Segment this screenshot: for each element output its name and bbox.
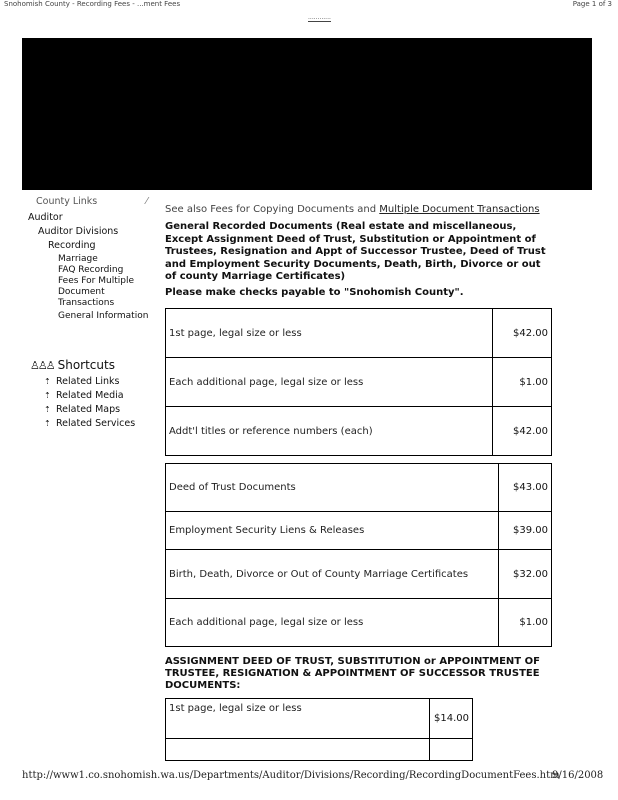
fee-amount: $42.00 xyxy=(493,407,552,456)
table-row xyxy=(166,407,552,456)
sidebar-item-divisions[interactable]: Auditor Divisions xyxy=(38,226,119,237)
fee-desc: 1st page, legal size or less xyxy=(166,699,430,739)
fee-amount: $32.00 xyxy=(499,550,552,599)
shortcuts-list xyxy=(44,376,135,432)
sidebar-item-auditor[interactable]: Auditor xyxy=(28,212,63,223)
arrow-up-icon: ⇡ xyxy=(44,405,51,414)
table-row xyxy=(166,309,552,358)
arrow-up-icon: ⇡ xyxy=(44,377,51,386)
fee-desc: Deed of Trust Documents xyxy=(166,464,499,512)
print-header-title: Snohomish County - Recording Fees - ...ment Fees xyxy=(4,0,181,8)
empty-cell xyxy=(430,739,473,761)
fee-desc: Birth, Death, Divorce or Out of County Marriage Certificates xyxy=(166,550,499,599)
fee-amount: $43.00 xyxy=(499,464,552,512)
fee-amount: $1.00 xyxy=(499,599,552,647)
fee-amount: $14.00 xyxy=(430,699,473,739)
fee-desc: Addt'l titles or reference numbers (each) xyxy=(166,407,493,456)
shortcut-related-maps[interactable]: ⇡ Related Maps xyxy=(44,404,121,415)
general-docs-heading: General Recorded Documents (Real estate and miscellaneous, Except Assignment Deed of Trust, Substitution or Appointment of Trustees, Resignation and Appt of Successor Trustee, Deed of Trust and Employment Security Documents, Death, Birth, Divorce or out of county Marriage Certificates) xyxy=(165,221,546,282)
sidebar-county-links[interactable]: County Links xyxy=(36,196,98,207)
sidebar-item-fees-multiple[interactable]: Fees For Multiple xyxy=(58,276,134,286)
sidebar-item-transactions[interactable]: Transactions xyxy=(58,298,115,308)
sidebar-item-marriage[interactable]: Marriage xyxy=(58,254,98,264)
fee-table-assignment xyxy=(165,698,473,761)
shortcuts-people-icon: ♙♙♙ xyxy=(30,358,54,372)
table-row xyxy=(166,599,552,647)
shortcuts-heading xyxy=(30,358,115,372)
fee-desc: Employment Security Liens & Releases xyxy=(166,512,499,550)
sidebar-item-general-info[interactable]: General Information xyxy=(58,311,149,321)
table-row xyxy=(166,699,473,739)
table-row xyxy=(166,512,552,550)
print-header xyxy=(0,0,618,10)
fee-amount: $1.00 xyxy=(493,358,552,407)
fee-table-general xyxy=(165,308,552,456)
sidebar-item-faq[interactable]: FAQ Recording xyxy=(58,265,124,275)
header-banner xyxy=(22,38,592,190)
multiple-docs-link[interactable]: Multiple Document Transactions xyxy=(379,204,540,215)
sidebar-item-recording[interactable]: Recording xyxy=(48,240,96,251)
footer-date: 9/16/2008 xyxy=(552,770,604,781)
shortcut-related-services[interactable]: ⇡ Related Services xyxy=(44,418,136,429)
print-header-page: Page 1 of 3 xyxy=(572,0,612,8)
fee-amount: $39.00 xyxy=(499,512,552,550)
arrow-up-icon: ⇡ xyxy=(44,419,51,428)
shortcut-related-media[interactable]: ⇡ Related Media xyxy=(44,390,124,401)
table-row xyxy=(166,464,552,512)
see-also-text: See also Fees for Copying Documents and xyxy=(165,204,380,215)
sidebar-tick-mark: ⁄ xyxy=(146,196,148,207)
shortcuts-title: Shortcuts xyxy=(57,358,115,372)
empty-cell xyxy=(166,739,430,761)
fee-desc: 1st page, legal size or less xyxy=(166,309,493,358)
main-content xyxy=(165,204,555,298)
fee-desc: Each additional page, legal size or less xyxy=(166,358,493,407)
sidebar-item-document[interactable]: Document xyxy=(58,287,105,297)
top-mark: ............ xyxy=(308,14,331,21)
fee-table-special xyxy=(165,463,552,647)
checks-note: Please make checks payable to "Snohomish County". xyxy=(165,286,464,298)
assignment-heading: ASSIGNMENT DEED OF TRUST, SUBSTITUTION or APPOINTMENT OF TRUSTEE, RESIGNATION & APPOINTMENT OF SUCCESSOR TRUSTEE DOCUMENTS: xyxy=(165,656,540,691)
footer-url: http://www1.co.snohomish.wa.us/Departments/Auditor/Divisions/Recording/RecordingDocumentFees.htm xyxy=(22,770,560,781)
see-also-line xyxy=(165,204,555,215)
arrow-up-icon: ⇡ xyxy=(44,391,51,400)
table-row xyxy=(166,739,473,761)
fee-desc: Each additional page, legal size or less xyxy=(166,599,499,647)
shortcut-related-links[interactable]: ⇡ Related Links xyxy=(44,376,120,387)
table-row xyxy=(166,550,552,599)
table-row xyxy=(166,358,552,407)
fee-amount: $42.00 xyxy=(493,309,552,358)
